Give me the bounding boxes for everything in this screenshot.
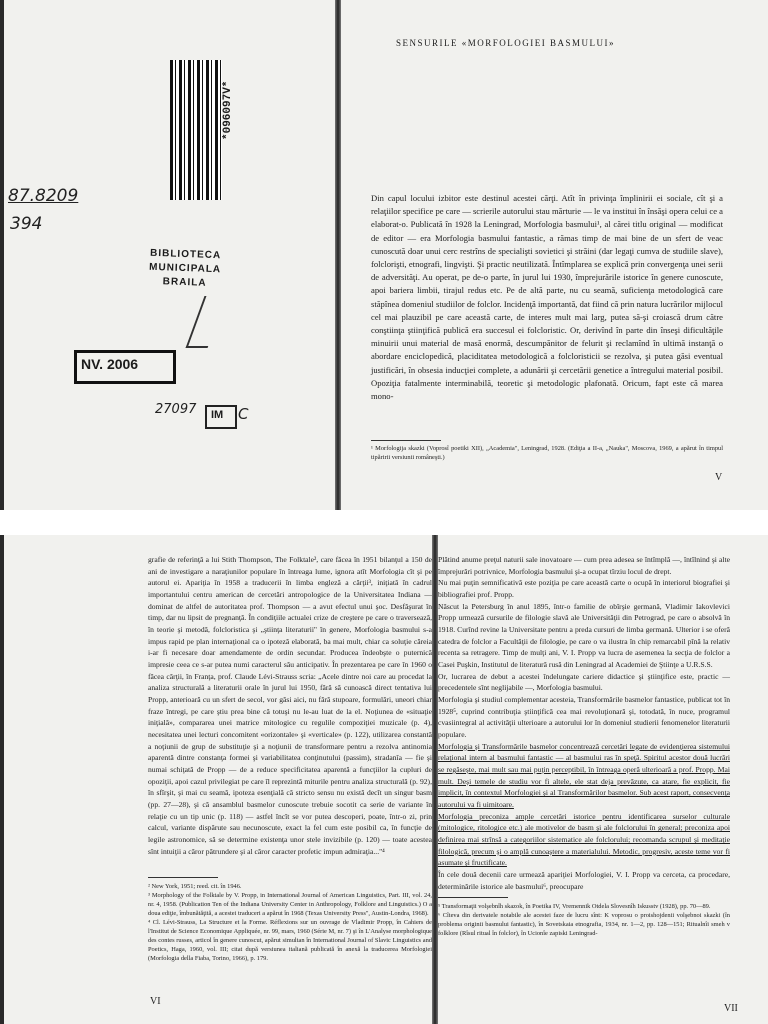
footnote: ³ Morphology of the Folktale by V. Propp, in International Journal of American Linguistics, Part. III, vol. 24, nr. 4, 1958. (Publication Ten of the Indiana University Center in Anthropology, Folklore and Linguistics.) O a doua ediţie, îmbunătăţită, a acestei traduceri a apărut în 1968 (Texas University Press", Austin-Londra, 1968).: [148, 892, 432, 917]
handwritten-letter: C: [238, 405, 249, 423]
body-paragraph: În cele două decenii care urmează apariţiei Morfologiei, V. I. Propp va cerceta, ca procedare, determinările istorice ale basmului⁶, preocupare: [438, 870, 730, 891]
page-number: VII: [724, 1003, 738, 1014]
footnote: ² New York, 1951; reed. cit. în 1946.: [148, 883, 242, 890]
page-number: V: [715, 472, 723, 483]
body-paragraph: Din capul locului izbitor este destinul acestei cărţi. Atît în privinţa împlinirii ei sociale, cît şi a relaţiilor specifice pe care — scrierile autorului stau mărturie — le va institui în însăşi opera celui ce a elaborat-o. Publicată în 1928 la Leningrad, Morfologia basmului¹, al cărei titlu original — modificat de editor — era Morfologia basmului fantastic, a rămas timp de mai bine de un sfert de veac cunoscută doar unui cerc restrîns de specialişti sovietici şi străini (dar legaţi cumva de studiile slave), folclorişti, etnografi, lingvişti. Şi practic neutilizată. Întîmplarea se explică prin convergenţa unei serii de adversităţi. Au operat, pe de-o parte, în jurul lui 1930, împrejurările istorice în genere cunoscute, apoi bariera limbii, tirajul redus etc. Pe de altă parte, nu cu seamă, suficienţa metodologică care stăpînea domeniul studiilor de folclor. Incidenţă importantă, dat fiind că prin natura lucrărilor mijlocul cel mai plauzibil pe care această carte, de interes mult mai larg, putea să-şi croiască drum către conştiinţa ştiinţifică publică era succesul ei folcloristic. Or, derivînd în parte din înseşi dificultăţile minuirii unui material de masă enormă, descumpănitor de felurit şi reclamînd în ultimă instanţă o abordare enciclopedică, placiditatea metodologică a folcloristicii se rezolva, şi putea găsi eventual justificări, în obsesia inducţiei complete, a adunării şi cercetării genetice a întregului material posibil. Opoziţia fatalmente interminabilă, teoretic şi metodologic plafonată. Oricum, fapt este că marea mono-: [371, 193, 723, 402]
library-stamp-line: BIBLIOTECA: [149, 247, 222, 262]
page-number: VI: [150, 996, 161, 1007]
footnote: ⁶ Cîteva din derivatele notabile ale acestei faze de lucru sînt: K voprosu o proishojdenii volşebnoi skazki (în problema originii basmului fantastic), în Sovetskaia etnografia, 1934, nr. 1—2, pp. 128—151; Ritualnîi smeh v folklore (Rîsul ritual în folclor), în Ucionîe zapiski Leningrad-: [438, 912, 730, 937]
library-stamp-line: MUNICIPALA: [148, 261, 222, 276]
body-column: [438, 554, 730, 892]
im-stamp-text: IM: [211, 409, 224, 421]
body-paragraph: Născut la Petersburg în anul 1895, într-o familie de obîrşie germană, Vladimir Iakovlevici Propp urmează cursurile de filologie slavă ale Universităţii din Petrograd, pe care o absolvă în 1918. Curînd revine la Universitate pentru a preda cursuri de limba germană. Ulterior i se oferă catedra de folclor a Facultăţii de filologie, pe care o va ilustra în chip remarcabil pînă la relativ recenta sa retragere. Timp de mulţi ani, V. I. Propp va lucra de asemenea la secţia de folclor a Casei Puşkin, Institutul de literatură rusă din Leningrad al Academiei de Ştiinţe a U.R.S.S.: [438, 601, 730, 670]
footnote: ⁵ Transformaţii volşebnîh skazok, în Poetika IV, Vremennik Otdela Slovesnîh Iskusstv (1928), pp. 70—89.: [438, 903, 711, 910]
library-stamp-line: BRAILA: [162, 276, 207, 289]
barcode-number: *096097V*: [222, 80, 234, 140]
underlined-paragraph: Morfologia şi Transformările basmelor concentrează cercetări legate de evidenţierea sistemului relaţional intern al basmului fantastic — al basmului ras în speţă. Spiritul acestor două lucrări se regăseşte, mai mult sau mai puţin perceptibil, în întreaga operă ulterioară a prof. Propp. Mai mult. Deşi temele de studiu vor fi altele, ele stat deja prevăzute, ca atare, fie explicit, fie implicit, în contextul Morfologiei şi al Transformărilor basmelor. Sub acest raport, consecvenţa autorului va fi uimitoare.: [438, 741, 730, 810]
body-paragraph: Nu mai puţin semnificativă este poziţia pe care această carte o ocupă în interiorul biografiei şi bibliografiei prof. Propp.: [438, 578, 730, 600]
handwritten-inventory-number: 27097: [155, 402, 197, 417]
library-barcode: [170, 60, 222, 200]
im-stamp: [205, 405, 237, 429]
body-paragraph: Plătind anume preţul naturii sale inovatoare — cum prea adesea se întîmplă —, întîlnind şi alte împrejurări potrivnice, Morfologia basmului şi-a ocupat tîrziu locul de drept.: [438, 555, 730, 576]
footnote: ¹ Morfologija skazki (Voprosî poetiki XII), „Academia", Leningrad, 1928. (Ediţia a II-a, „Nauka", Moscova, 1969, a apărut în timpul tipăririi versiunii româneşti.): [371, 445, 723, 461]
footnote-rule: [148, 877, 218, 878]
underlined-paragraph: Morfologia preconiza ample cercetări istorice pentru identificarea surselor culturale (mitologice, ritologice etc.) ale motivelor de basm şi ale folclorului în general; preconiza apoi definirea mai strînsă a categoriilor sistematice ale folclorului; recomanda scrupul şi meditaţie filologică, precum şi o amplă cunoaştere a materialului. Metodic, progresiv, aceste teme vor fi asumate şi fructificate.: [438, 811, 730, 868]
running-head: SENSURILE «MORFOLOGIEI BASMULUI»: [396, 38, 616, 48]
body-paragraph: Morfologia şi studiul complementar acesteia, Transformările basmelor fantastice, publicat tot în 1928⁵, cuprind contribuţia ştiinţifică cea mai revoluţionară şi, totodată, în nuce, programul cvasiintegral al activităţii ulterioare a autorului lor în domeniul studierii fenomenelor literaturii populare.: [438, 695, 730, 740]
body-paragraph: Or, lucrarea de debut a acestei îndelungate cariere didactice şi ştiinţifice este, practic — precedentele sînt neglijabile —, Morfologia basmului.: [438, 671, 730, 693]
body-paragraph: grafie de referinţă a lui Stith Thompson, The Folktale², care făcea în 1951 bilanţul a 150 de ani de investigare a naraţiunilor populare în întreaga lume, ignora atît Morfologia cît şi pe autorul ei. Apariţia în 1958 a traducerii în limba engleză a cărţii³, iniţiată în cadrul importantului centru american de cercetări antropologice de la Universitatea Indiana — dominat de altfel de autoritatea prof. Thompson — a avut efectul unui şoc. Desfăşurat în timp, dar nu lipsit de pregnanţă. În condiţiile actualei crize de creştere pe care o traversează, în teorie şi metodă, folcloristica şi „ştiinţa literaturii" în genere, Morfologia basmului s-a impus rapid pe plan internaţional ca o ipoteză elaborată, ba mai mult, chiar ca soluţie căreia i-ar fi necesare doar amendamente de ordin secundar. Producea îndeobşte o puternică impresie ceea ce s-ar putea numi caracterul său anticipativ. În prezentarea pe care în 1960 o făcea cărţii, în Franţa, prof. Claude Lévi-Strauss scria: „Acele dintre noi care au procedat la analiza structurală a literaturii orale în jurul lui 1950, fără să cunoască direct tentativa lui Propp, anterioară cu un sfert de secol, vor găsi aici, nu fără stupoare, formulări, uneori chiar fraze întregi, pe care ştiu prea bine că totuşi nu le-au luat de la el. Noţiunea de «situaţie iniţială», compararea unei matrice mitologice cu regulile compoziţiei muzicale (p. 4), necesitatea unei lecturi concomitent «orizontale» şi «verticale» (p. 122), utilizarea constantă a noţiunii de grup de substituţie şi a noţiunii de transformare pentru a rezolva antinomia aparentă dintre constanţa formei şi variabilitatea conţinutului (passim), stradanîa — fie şi numai schiţată de Propp — de a reduce specificitatea aparentă a funcţiilor la cupluri de opoziţii, apoi cazul privilegiat pe care îl reprezintă miturile pentru analiza structurală (p. 92), în sfîrşit, şi mai cu seamă, ipoteza esenţială că stricto sensu nu există decît un singur basm (pp. 27—28), şi că ansamblul basmelor cunoscute trebuie socotit ca serie de variante în relaţie cu un tip unic (p. 118) — astfel încît se vor putea descoperi, poate, într-o zi, prin calcul, variante dispărute sau necunoscute, exact la fel cum este posibil ca, în funcţie de legile astronomice, să se determine existenţa unor stele invizibile (p. 120) — toate acestea sînt intuiţii a căror pătrundere şi al căror caracter profetic impun admiraţia..."⁴: [148, 555, 432, 856]
handwritten-mark: [186, 296, 227, 348]
footnote-rule: [371, 440, 441, 441]
handwritten-shelf-number: 394: [10, 214, 43, 234]
footnote-rule: [438, 897, 508, 898]
top-scan-spread: [0, 0, 768, 510]
footnotes: [148, 882, 432, 963]
date-stamp-text: NV. 2006: [81, 356, 139, 372]
handwritten-call-number: 87.8209: [8, 186, 79, 206]
library-stamp: [129, 246, 241, 298]
book-gutter: [335, 0, 341, 510]
page-edge-shadow: [0, 535, 4, 1024]
date-stamp: [74, 350, 176, 384]
footnote: ⁴ Cl. Lévi-Strauss, La Structure et la Forme. Réflexions sur un ouvrage de Vladimir Propp, în Cahiers de l'Institut de Science Economique Appliquée, nr. 99, mars, 1960 (Série M, nr. 7) şi în L'Analyse morphologique des contes russes, articol în genere cunoscut, apărut simultan în International Journal of Slavic Linguistics and Poetics, Haga, 1960, vol. III; citat după versiunea italiană publicată în anexă la traducerea Morfologiei (Morfologia della Fiaba, Torino, 1966), p. 179.: [148, 919, 432, 962]
page-edge-shadow: [0, 0, 4, 510]
footnotes: [438, 902, 730, 938]
